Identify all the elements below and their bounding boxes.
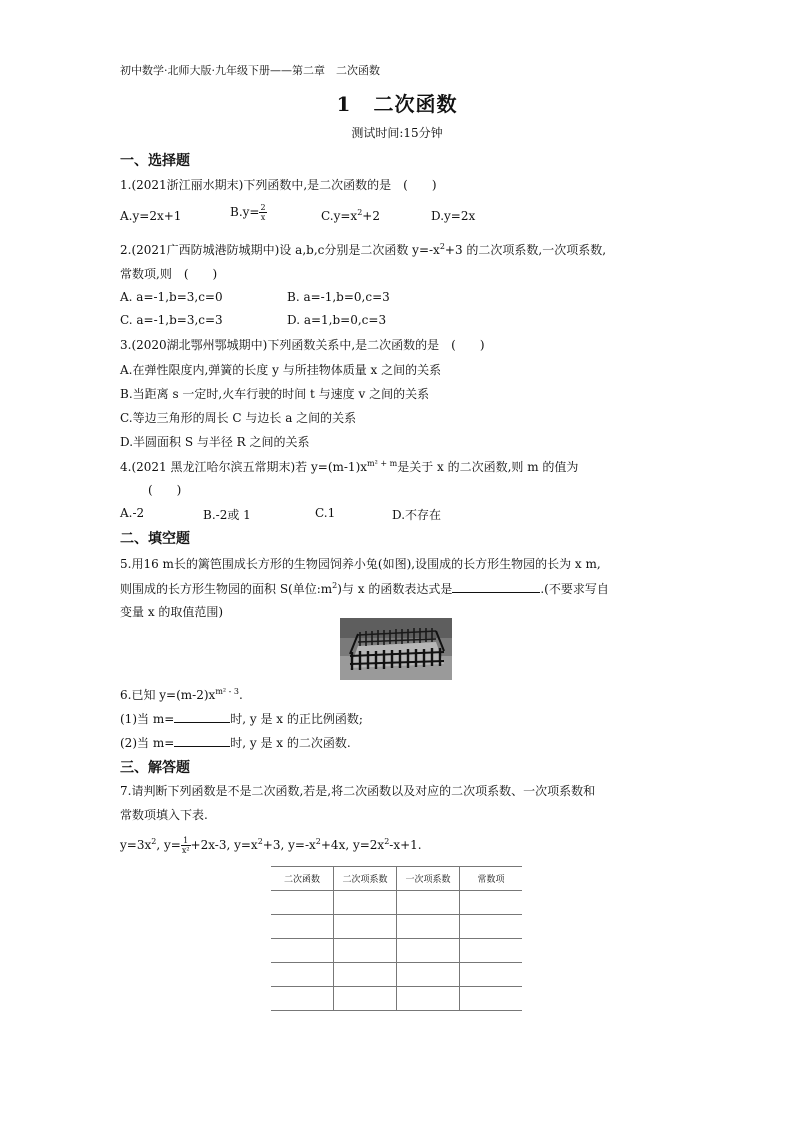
q1-option-b-fraction: $\frac{2}{x}$ (260, 203, 266, 222)
q1-stem: 1.(2021浙江丽水期末)下列函数中,是二次函数的是 ( ) (120, 178, 437, 192)
table-cell[interactable] (271, 891, 334, 915)
q7-fraction: $\frac{1}{\text{x²}}$ (181, 836, 190, 855)
q7-line1: 7.请判断下列函数是不是二次函数,若是,将二次函数以及对应的二次项系数、一次项系数和 (120, 784, 596, 798)
table-cell[interactable] (460, 987, 523, 1011)
table-row (271, 987, 522, 1011)
table-cell[interactable] (334, 915, 397, 939)
breadcrumb: 初中数学·北师大版·九年级下册——第二章 二次函数 (120, 64, 380, 77)
table-cell[interactable] (397, 963, 460, 987)
q4-stem-paren: ( ) (148, 483, 182, 497)
q6-sub1-blank[interactable] (174, 710, 230, 723)
q6-stem: 6.已知 $y=(m-2)x^{m^2 - 3}$. (120, 687, 243, 702)
q3-option-b: B.当距离 s 一定时,火车行驶的时间 t 与速度 v 之间的关系 (120, 387, 430, 401)
answer-table (271, 866, 522, 1011)
lesson-title: 二次函数 (373, 92, 458, 116)
table-row (271, 963, 522, 987)
q2-option-a: A. a=-1,b=3,c=0 (120, 290, 223, 304)
q5-line3: 变量 x 的取值范围) (120, 605, 224, 619)
section-choice: 一、选择题 (120, 153, 190, 169)
table-cell[interactable] (271, 987, 334, 1011)
q7-line2: 常数项填入下表. (120, 808, 208, 822)
q4-option-b: B.-2或 1 (203, 508, 251, 522)
q3-stem: 3.(2020湖北鄂州鄂城期中)下列函数关系中,是二次函数的是 ( ) (120, 338, 485, 352)
table-cell[interactable] (334, 891, 397, 915)
fence-photo (340, 618, 452, 680)
table-cell[interactable] (460, 963, 523, 987)
q2-option-c: C. a=-1,b=3,c=3 (120, 313, 223, 327)
table-cell[interactable] (397, 987, 460, 1011)
table-header-cell: 二次函数 (271, 867, 334, 891)
q1-option-b: B.y= $\frac{2}{x}$ (230, 203, 266, 222)
table-header-cell: 一次项系数 (397, 867, 460, 891)
table-cell[interactable] (397, 915, 460, 939)
q5-line1: 5.用16 m长的篱笆围成长方形的生物园饲养小兔(如图),设围成的长方形生物园的长为 x m, (120, 557, 601, 571)
q1-option-c: $C.y=x^2+2$ (321, 208, 380, 223)
table-header-cell: 二次项系数 (334, 867, 397, 891)
table-header-row (271, 867, 522, 891)
table-cell[interactable] (334, 987, 397, 1011)
q5-answer-blank[interactable] (452, 580, 540, 593)
table-cell[interactable] (271, 939, 334, 963)
q3-option-d: D.半圆面积 S 与半径 R 之间的关系 (120, 435, 310, 449)
table-cell[interactable] (271, 915, 334, 939)
table-cell[interactable] (460, 915, 523, 939)
q4-stem: 4.(2021 黑龙江哈尔滨五常期末)若 $y=(m-1)x^{m^2 + m}$是关于 x 的二次函数,则 m 的值为 (120, 459, 579, 474)
table-cell[interactable] (460, 939, 523, 963)
q2-option-d: D. a=1,b=0,c=3 (287, 313, 387, 327)
q1-option-a: A.y=2x+1 (120, 209, 182, 223)
q3-option-a: A.在弹性限度内,弹簧的长度 y 与所挂物体质量 x 之间的关系 (120, 363, 442, 377)
q2-stem-line2: 常数项,则 ( ) (120, 267, 218, 281)
table-row (271, 891, 522, 915)
table-cell[interactable] (397, 939, 460, 963)
section-answer: 三、解答题 (120, 760, 190, 776)
table-row (271, 939, 522, 963)
table-cell[interactable] (397, 891, 460, 915)
q4-option-c: C.1 (315, 506, 336, 520)
page-title (0, 88, 794, 117)
q4-option-a: A.-2 (120, 506, 145, 520)
table-cell[interactable] (334, 963, 397, 987)
q4-option-d: D.不存在 (392, 508, 442, 522)
section-fill: 二、填空题 (120, 531, 190, 547)
q6-sub1: (1)当 m= 时, y 是 x 的正比例函数; (120, 712, 363, 726)
q7-functions: $y=3x^2$, y= $\frac{1}{\text{x²}}$ +2x-3, $y=x^2+3$, $y=-x^2+4x$, $y=2x^2-x+1$. (120, 836, 422, 855)
lesson-number: 1 (336, 92, 352, 116)
q2-option-b: B. a=-1,b=0,c=3 (287, 290, 390, 304)
q6-sub2: (2)当 m= 时, y 是 x 的二次函数. (120, 736, 351, 750)
table-row (271, 915, 522, 939)
q5-line2: 则围成的长方形生物园的面积 S(单位$:m^2$)与 x 的函数表达式是 .(不要求写自 (120, 581, 609, 596)
table-cell[interactable] (334, 939, 397, 963)
q1-option-d: D.y=2x (431, 209, 476, 223)
q3-option-c: C.等边三角形的周长 C 与边长 a 之间的关系 (120, 411, 357, 425)
table-cell[interactable] (460, 891, 523, 915)
table-cell[interactable] (271, 963, 334, 987)
table-header-cell: 常数项 (460, 867, 523, 891)
q2-stem-line1: 2.(2021广西防城港防城期中)设 a,b,c分别是二次函数 $y=-x^2+3$ 的二次项系数,一次项系数, (120, 242, 607, 257)
time-note: 测试时间:15分钟 (351, 126, 443, 140)
q6-sub2-blank[interactable] (174, 734, 230, 747)
